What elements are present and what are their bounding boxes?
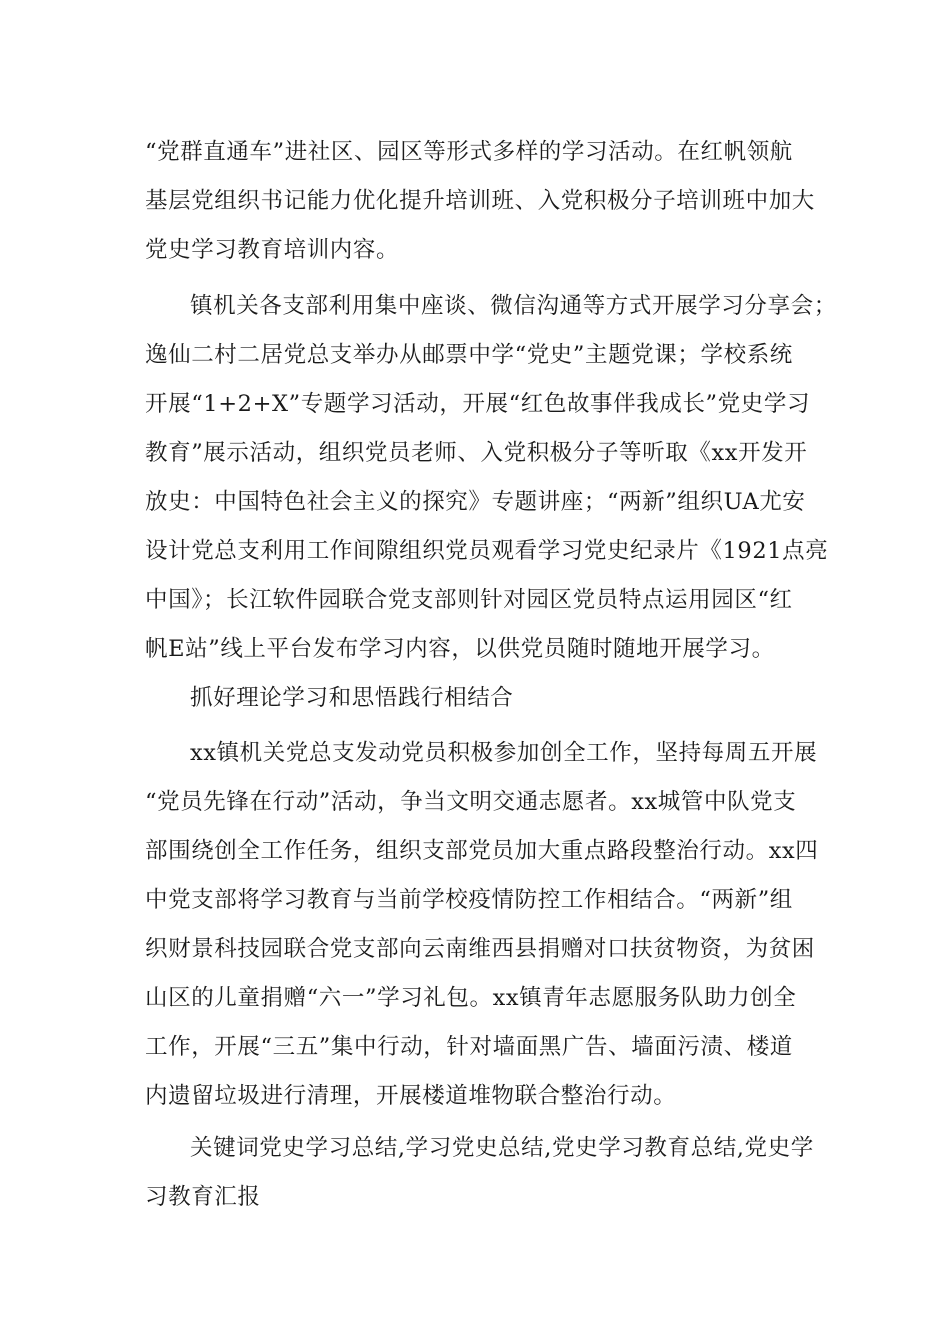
text-line: 部围绕创全工作任务，组织支部党员加大重点路段整治行动。xx四 bbox=[145, 838, 819, 864]
text-line: 基层党组织书记能力优化提升培训班、入党积极分子培训班中加大 bbox=[145, 188, 815, 214]
keywords-line: 习教育汇报 bbox=[145, 1184, 261, 1210]
text-line: 中国》；长江软件园联合党支部则针对园区党员特点运用园区“红 bbox=[145, 587, 793, 613]
paragraph-first-line: 镇机关各支部利用集中座谈、微信沟通等方式开展学习分享会； bbox=[190, 293, 837, 319]
text-line: “党员先锋在行动”活动，争当文明交通志愿者。xx城管中队党支 bbox=[145, 789, 797, 815]
text-line: 设计党总支利用工作间隙组织党员观看学习党史纪录片《1921点亮 bbox=[145, 538, 829, 564]
text-line: 内遗留垃圾进行清理，开展楼道堆物联合整治行动。 bbox=[145, 1083, 677, 1109]
text-line: 教育”展示活动，组织党员老师、入党积极分子等听取《xx开发开 bbox=[145, 440, 808, 466]
text-line: 织财景科技园联合党支部向云南维西县捐赠对口扶贫物资，为贫困 bbox=[145, 936, 815, 962]
text-line: 党史学习教育培训内容。 bbox=[145, 237, 400, 263]
paragraph-first-line: xx镇机关党总支发动党员积极参加创全工作，坚持每周五开展 bbox=[190, 740, 818, 766]
keywords-line: 关键词党史学习总结,学习党史总结,党史学习教育总结,党史学 bbox=[190, 1135, 814, 1161]
text-line: 工作，开展“三五”集中行动，针对墙面黑广告、墙面污渍、楼道 bbox=[145, 1034, 793, 1060]
section-heading: 抓好理论学习和思悟践行相结合 bbox=[190, 685, 514, 711]
text-line: 逸仙二村二居党总支举办从邮票中学“党史”主题党课；学校系统 bbox=[145, 342, 793, 368]
text-line: 放史：中国特色社会主义的探究》专题讲座；“两新”组织UA尤安 bbox=[145, 489, 806, 515]
text-line: 开展“1+2+X”专题学习活动，开展“红色故事伴我成长”党史学习 bbox=[145, 391, 811, 417]
text-line: “党群直通车”进社区、园区等形式多样的学习活动。在红帆领航 bbox=[145, 139, 793, 165]
text-line: 帆E站”线上平台发布学习内容，以供党员随时随地开展学习。 bbox=[145, 636, 775, 662]
text-line: 山区的儿童捐赠“六一”学习礼包。xx镇青年志愿服务队助力创全 bbox=[145, 985, 797, 1011]
text-line: 中党支部将学习教育与当前学校疫情防控工作相结合。“两新”组 bbox=[145, 887, 793, 913]
